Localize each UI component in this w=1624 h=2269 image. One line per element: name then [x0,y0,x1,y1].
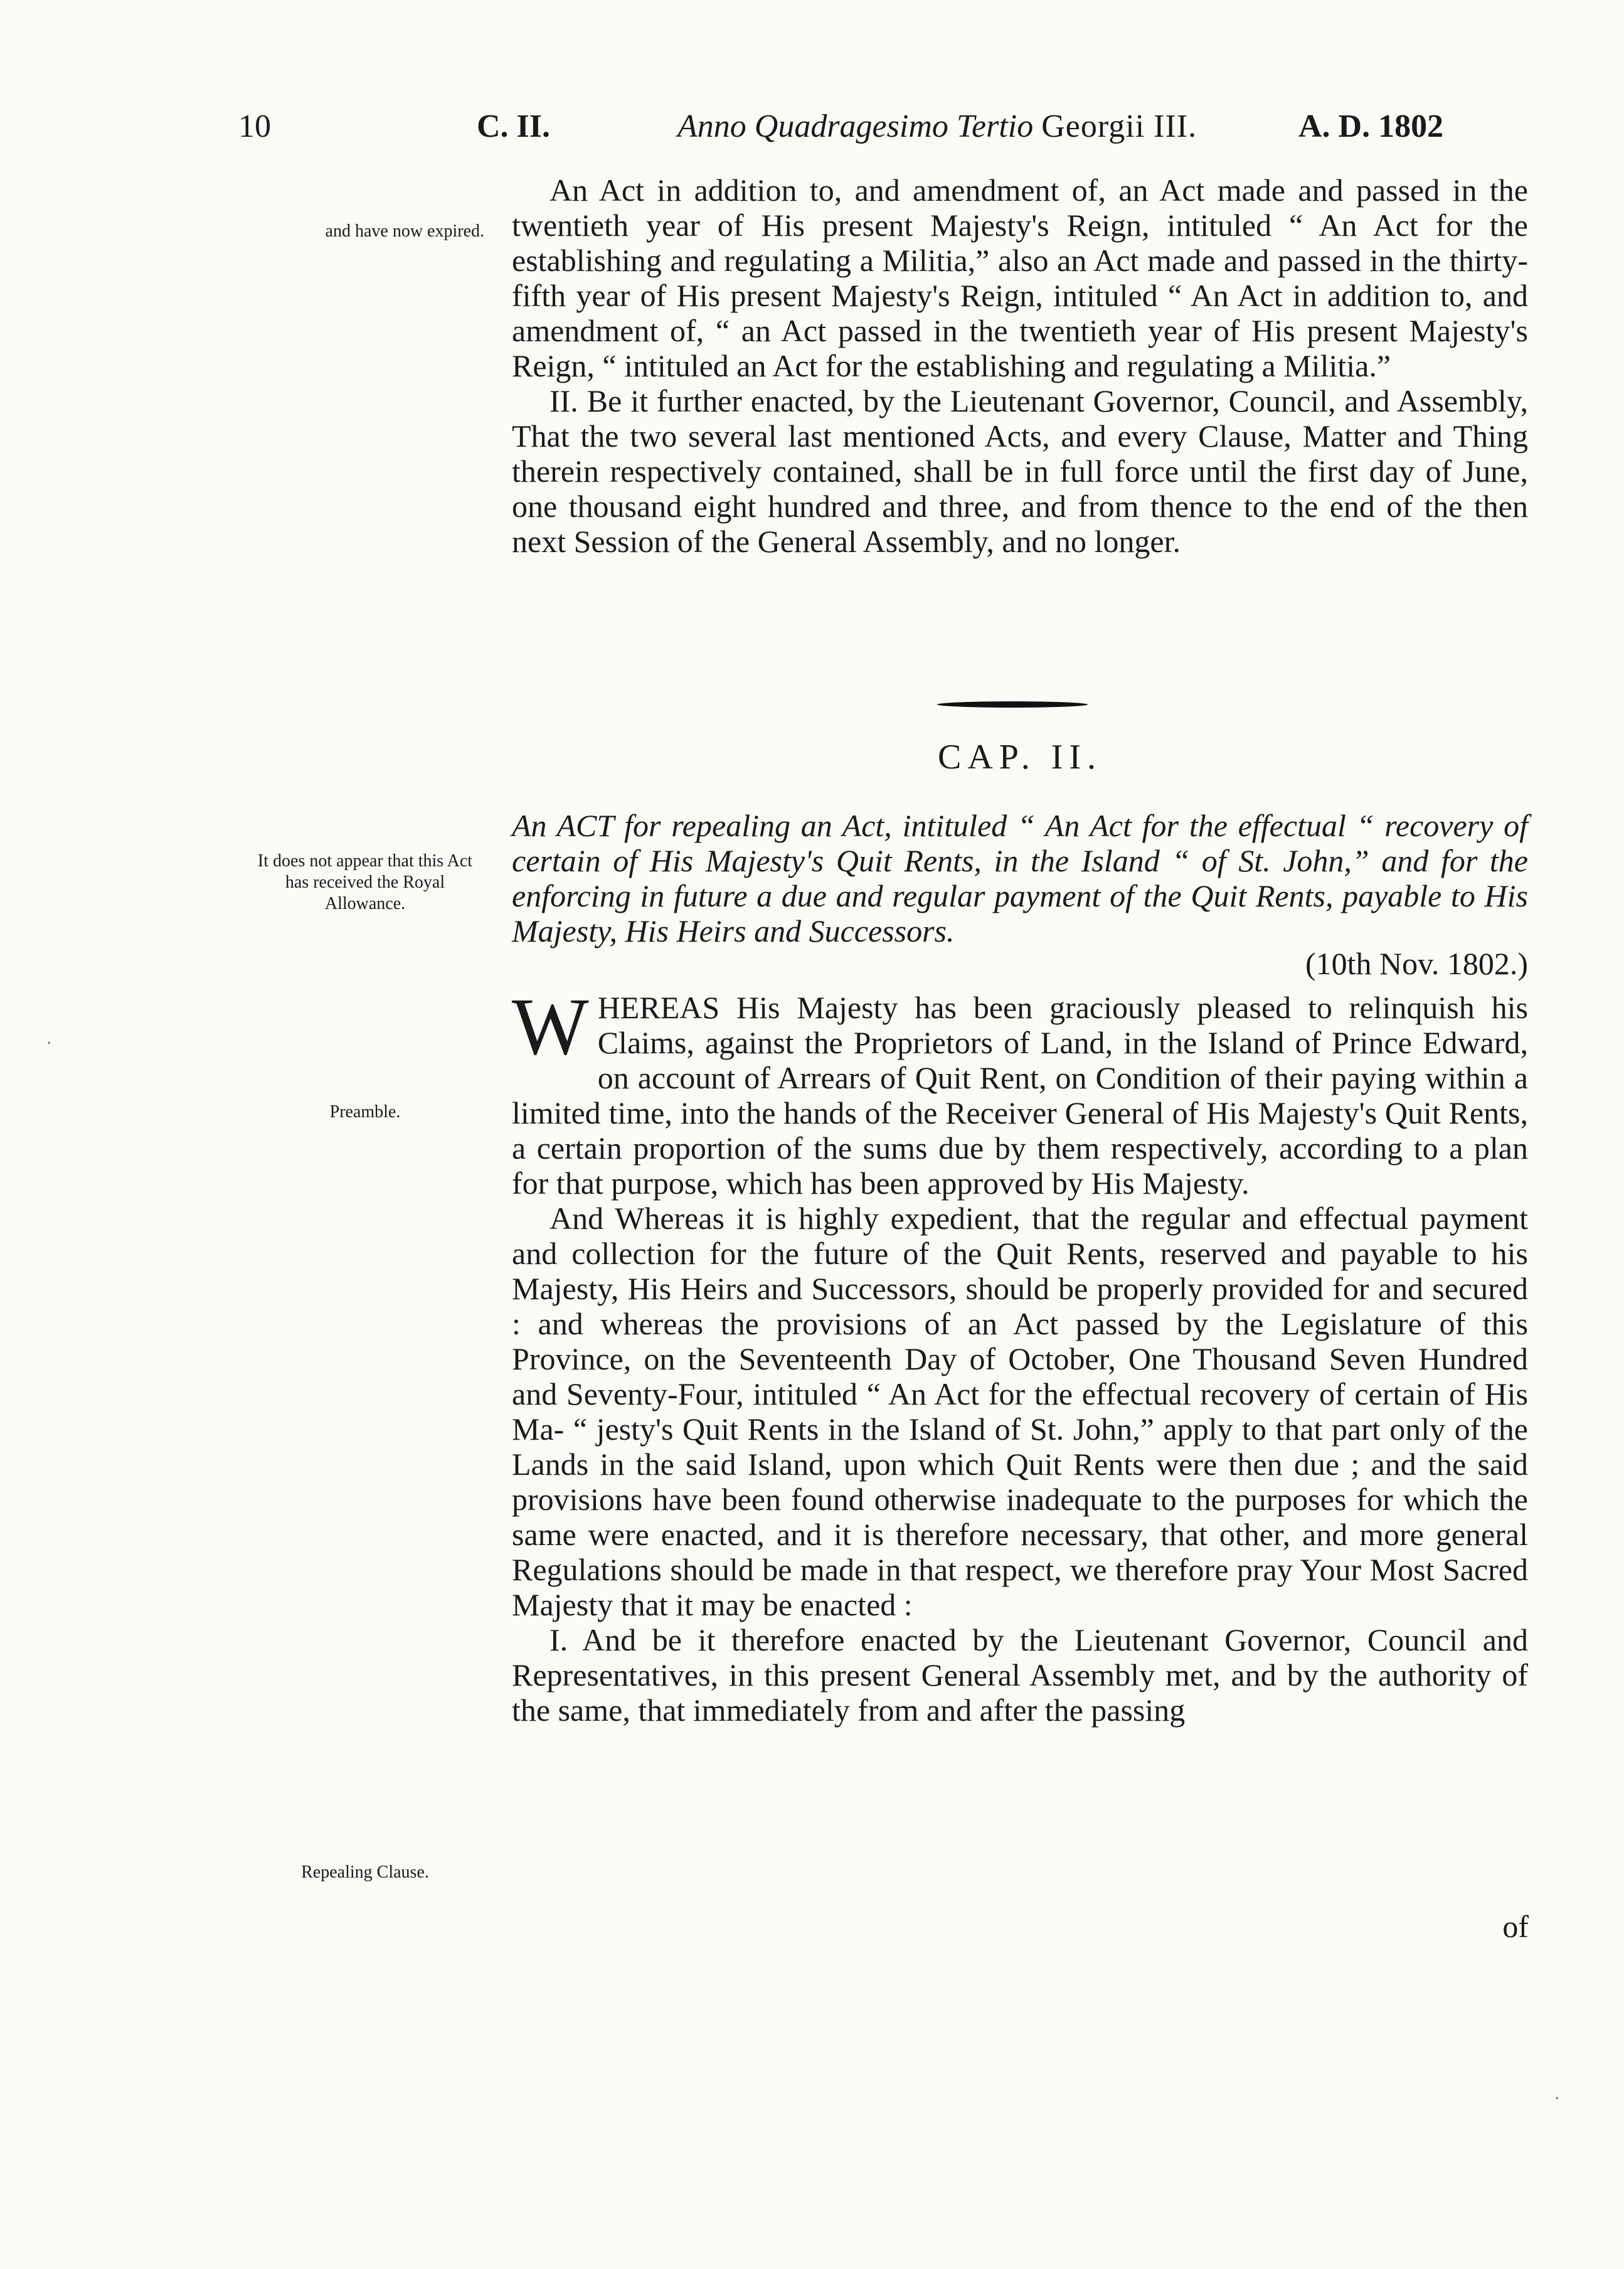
drop-cap: W [512,982,589,1072]
cap-body [512,808,1528,1728]
section-divider [937,701,1088,708]
section-one [512,173,1528,559]
running-header [238,108,1518,158]
ink-speck: · [1554,2089,1560,2107]
margin-note-repealing: Repealing Clause. [301,1862,429,1882]
margin-note-royal-allowance: It does not appear that this Act has received the Royal Allowance. [257,851,473,913]
margin-note-preamble: Preamble. [329,1102,401,1122]
and-whereas-paragraph: And Whereas it is highly expedient, that the regular and effectual payment and collection for the future of the Quit Rents, reserved and payable to his Majesty, His Heirs and Successors, should be properly provided for and secured : and whereas the provisions of an Act passed by the Legislature of this Province, on the Seventeenth Day of October, One Thousand Seven Hundred and Seventy-Four, intituled “ An Act for the effectual recovery of certain of His Ma- “ jesty's Quit Rents in the Island of St. John,” apply to that part only of the Lands in the said Island, upon which Quit Rents were then due ; and the said provisions have been found otherwise inadequate to the purposes for which the same were enacted, and it is therefore necessary, that other, and more general Regulations should be made in that respect, we therefore pray Your Most Sacred Majesty that it may be enacted : [512,1201,1528,1622]
whereas-paragraph [512,982,1528,1201]
chapter-number: C. II. [477,109,551,144]
margin-note-expired: and have now expired. [325,221,484,241]
running-title-georgii: Georgii III. [1041,109,1197,144]
act-amendment-paragraph: An Act in addition to, and amendment of, an Act made and passed in the twentieth year of His present Majesty's Reign, intituled “ An Act for the establishing and regulating a Militia,” also an Act made and passed in the thirty-fifth year of His present Majesty's Reign, intituled “ An Act in addition to, and amendment of, “ an Act passed in the twentieth year of His present Majesty's Reign, “ intituled an Act for the establishing and regulating a Militia.” [512,173,1528,383]
enacting-clause: I. And be it therefore enacted by the Lieutenant Governor, Council and Representatives, in this present General Assembly met, and by the authority of the same, that immediately from and after the passing [512,1622,1528,1728]
catchword: of [1502,1909,1529,1944]
clause-two-paragraph: II. Be it further enacted, by the Lieutenant Governor, Council, and Assembly, That the two several last mentioned Acts, and every Clause, Matter and Thing therein respectively contained, shall be in full force until the first day of June, one thousand eight hundred and three, and from thence to the end of the then next Session of the General Assembly, and no longer. [512,383,1528,559]
year: A. D. 1802 [1298,109,1444,144]
ink-speck: · [46,1034,52,1052]
whereas-text: HEREAS His Majesty has been graciously pleased to relinquish his Claims, against the Proprietors of Land, in the Island of Prince Edward, on account of Arrears of Quit Rent, on Condition of their paying within a limited time, into the hands of the Receiver General of His Majesty's Quit Rents, a certain proportion of the sums due by them respectively, according to a plan for that purpose, which has been approved by His Majesty. [512,990,1528,1201]
page-number: 10 [238,109,271,144]
running-title-text: Anno Quadragesimo Tertio [677,109,1034,144]
act-title: An ACT for repealing an Act, intituled “ An Act for the effectual “ recovery of certain of His Majesty's Quit Rents, in the Island “ of St. John,” and for the enforcing in future a due and regular payment of the Quit Rents, payable to His Majesty, His Heirs and Successors. [512,808,1528,949]
cap-title: CAP. II. [937,738,1103,777]
running-title [677,108,1197,145]
act-date: (10th Nov. 1802.) [1305,946,1528,981]
